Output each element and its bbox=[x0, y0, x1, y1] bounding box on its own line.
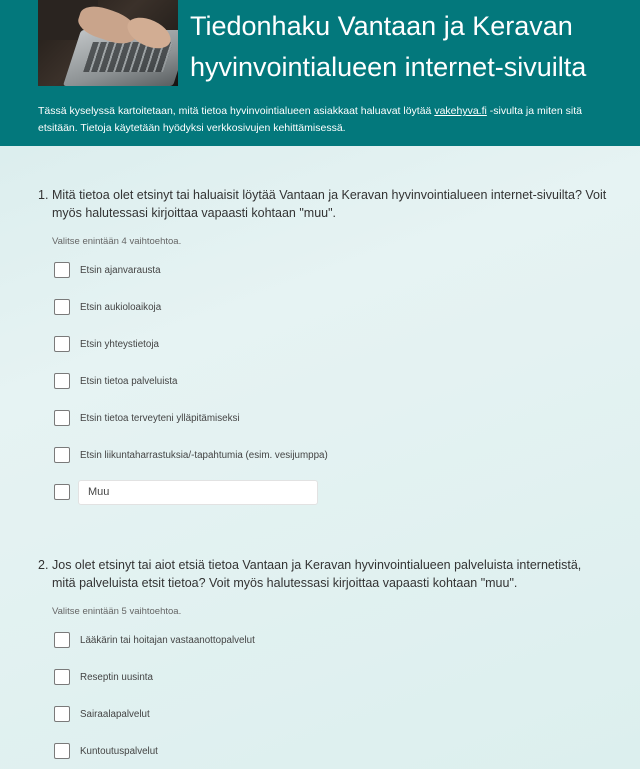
option-muu[interactable] bbox=[54, 479, 318, 505]
option-label: Etsin liikuntaharrastuksia/-tapahtumia (esim. vesijumppa) bbox=[80, 449, 328, 461]
header-image bbox=[38, 0, 178, 86]
form-description: Tässä kyselyssä kartoitetaan, mitä tietoa hyvinvointialueen asiakkaat haluavat löytää vakehyva.fi -sivulta ja miten sitä etsitään. Tietoja käytetään hyödyksi verkkosivujen kehittämisessä. bbox=[38, 105, 582, 134]
option-label: Etsin ajanvarausta bbox=[80, 264, 161, 276]
option-label: Etsin yhteystietoja bbox=[80, 338, 159, 350]
option-label: Etsin aukioloaikoja bbox=[80, 301, 162, 313]
checkbox[interactable] bbox=[54, 373, 70, 389]
option-terveys[interactable] bbox=[54, 406, 240, 430]
checkbox[interactable] bbox=[54, 484, 70, 500]
checkbox[interactable] bbox=[54, 336, 70, 352]
option-label: Etsin tietoa terveyteni ylläpitämiseksi bbox=[80, 412, 240, 424]
form-header bbox=[0, 0, 640, 146]
checkbox[interactable] bbox=[54, 669, 70, 685]
option-ajanvaraus[interactable] bbox=[54, 258, 161, 282]
checkbox[interactable] bbox=[54, 299, 70, 315]
question-2 bbox=[38, 556, 608, 769]
checkbox[interactable] bbox=[54, 632, 70, 648]
option-liikunta[interactable] bbox=[54, 443, 328, 467]
option-label: Kuntoutuspalvelut bbox=[80, 745, 158, 757]
checkbox[interactable] bbox=[54, 262, 70, 278]
question-2-title: 2. Jos olet etsinyt tai aiot etsiä tietoa Vantaan ja Keravan hyvinvointialueen palveluista internetistä, mitä palveluista etsit tietoa? Voit myös halutessasi kirjoittaa vapaasti kohtaan "muu". bbox=[38, 558, 582, 590]
option-kuntoutus[interactable] bbox=[54, 739, 158, 763]
option-label: Reseptin uusinta bbox=[80, 671, 153, 683]
option-vastaanotto[interactable] bbox=[54, 628, 255, 652]
checkbox[interactable] bbox=[54, 743, 70, 759]
option-aukioloajat[interactable] bbox=[54, 295, 161, 319]
checkbox[interactable] bbox=[54, 410, 70, 426]
question-1-hint: Valitse enintään 4 vaihtoehtoa. bbox=[52, 236, 182, 247]
question-1-title: 1. Mitä tietoa olet etsinyt tai haluaisit löytää Vantaan ja Keravan hyvinvointialueen internet-sivuilta? Voit myös halutessasi kirjoittaa vapaasti kohtaan "muu". bbox=[38, 188, 607, 220]
checkbox[interactable] bbox=[54, 447, 70, 463]
option-label: Etsin tietoa palveluista bbox=[80, 375, 178, 387]
option-sairaala[interactable] bbox=[54, 702, 150, 726]
option-label: Lääkärin tai hoitajan vastaanottopalvelut bbox=[80, 634, 255, 646]
option-label: Sairaalapalvelut bbox=[80, 708, 150, 720]
question-2-hint: Valitse enintään 5 vaihtoehtoa. bbox=[52, 606, 182, 617]
other-input[interactable] bbox=[78, 480, 318, 505]
option-palvelut[interactable] bbox=[54, 369, 177, 393]
option-resepti[interactable] bbox=[54, 665, 153, 689]
option-yhteystiedot[interactable] bbox=[54, 332, 159, 356]
question-1 bbox=[38, 186, 608, 516]
form-title: Tiedonhaku Vantaan ja Keravan hyvinvointialueen internet-sivuilta bbox=[190, 11, 587, 82]
checkbox[interactable] bbox=[54, 706, 70, 722]
vakehyva-link[interactable]: vakehyva.fi bbox=[434, 105, 487, 117]
